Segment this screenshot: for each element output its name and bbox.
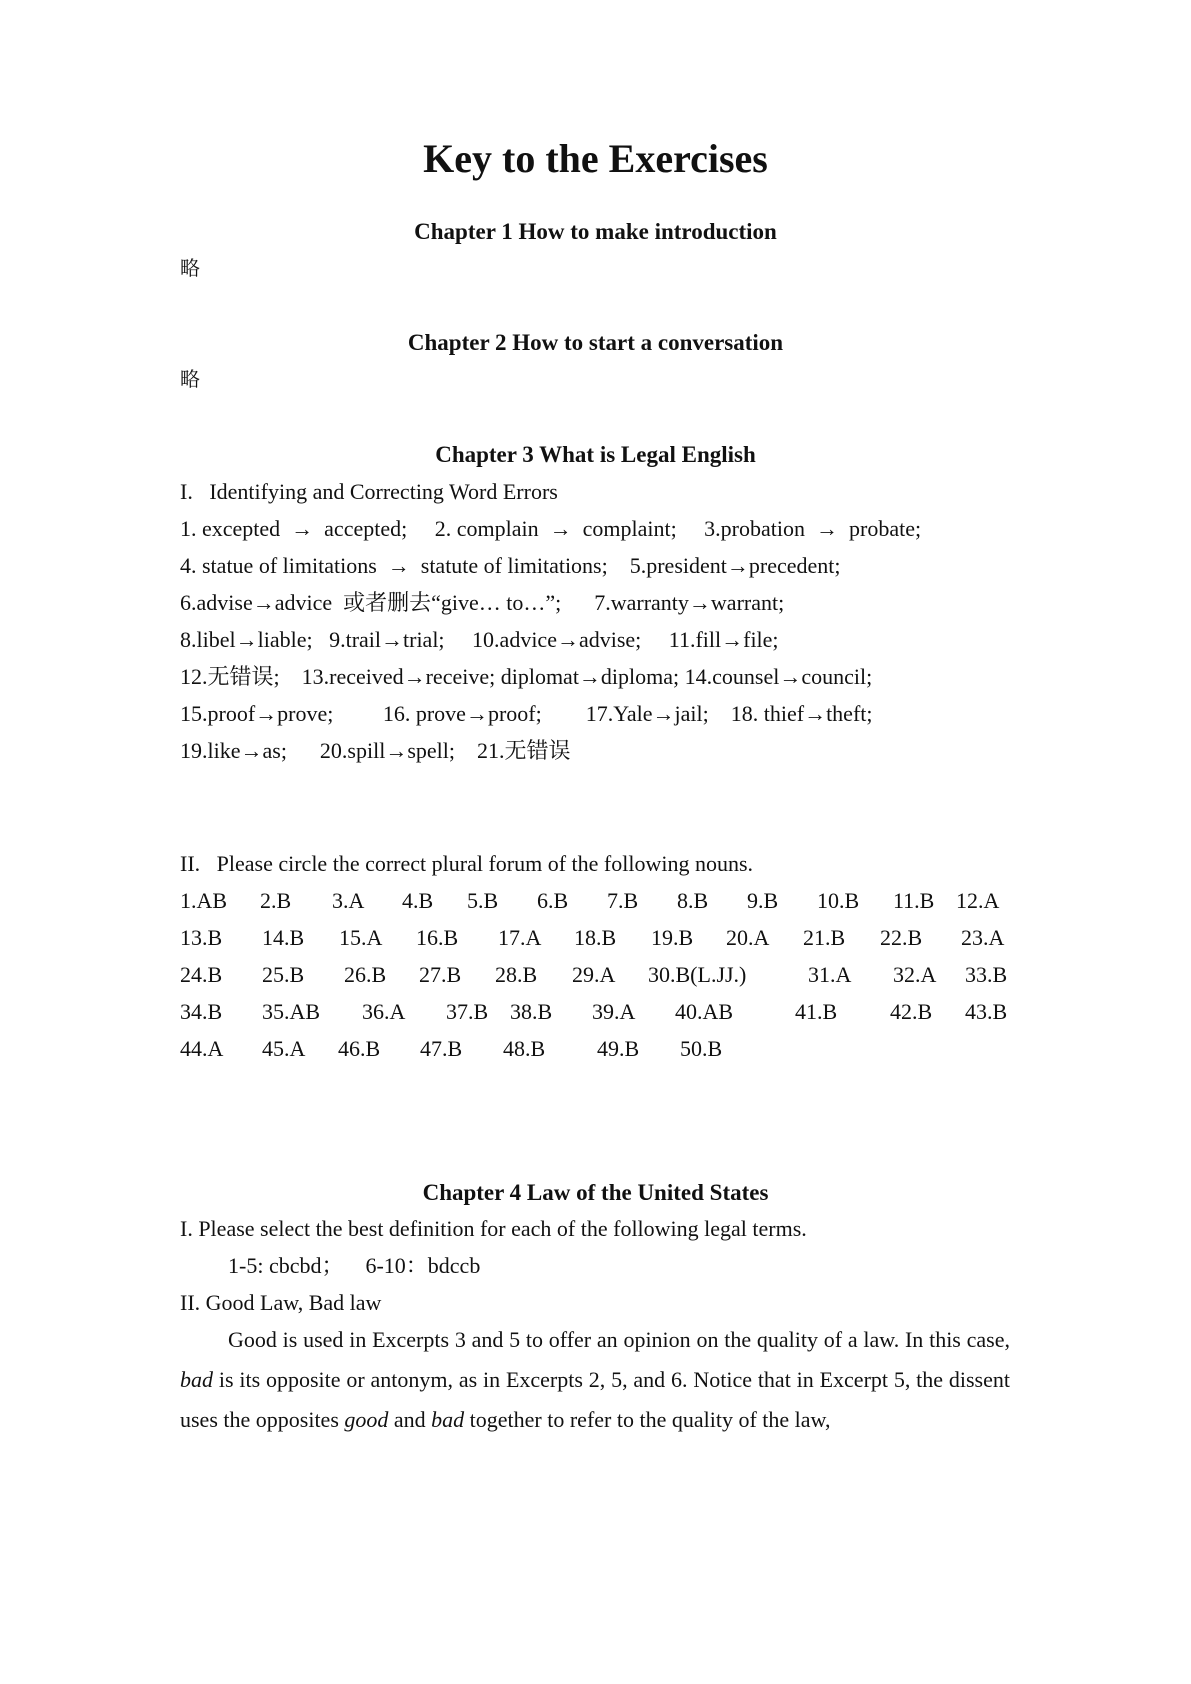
answer-line: 1. excepted → accepted; 2. complain → complaint; 3.probation → probate; bbox=[180, 516, 922, 541]
grid-cell: 19.B bbox=[651, 925, 694, 950]
grid-cell: 37.B bbox=[446, 999, 489, 1024]
chapter-2-heading: Chapter 2 How to start a conversation bbox=[407, 330, 784, 355]
chapter-4-paragraph bbox=[180, 1320, 1010, 1440]
grid-cell: 50.B bbox=[680, 1036, 723, 1061]
answer-line: 19.like→as; 20.spill→spell; 21.无错误 bbox=[180, 738, 571, 763]
chapter-4-section-1-answer: 1-5: cbcbd； 6-10：bdccb bbox=[228, 1253, 481, 1278]
paragraph-emphasis: bad bbox=[180, 1367, 213, 1392]
paragraph-emphasis: good bbox=[344, 1407, 389, 1432]
grid-cell: 49.B bbox=[597, 1036, 640, 1061]
grid-cell: 12.A bbox=[956, 888, 1000, 913]
chapter-1-heading: Chapter 1 How to make introduction bbox=[414, 219, 777, 244]
chapter-2-body: 略 bbox=[180, 367, 200, 391]
grid-cell: 23.A bbox=[961, 925, 1005, 950]
chapter-4-section-2-heading: II. Good Law, Bad law bbox=[180, 1290, 382, 1315]
grid-cell: 17.A bbox=[498, 925, 542, 950]
grid-cell: 8.B bbox=[677, 888, 709, 913]
grid-cell: 46.B bbox=[338, 1036, 381, 1061]
grid-cell: 25.B bbox=[262, 962, 305, 987]
grid-cell: 44.A bbox=[180, 1036, 224, 1061]
grid-cell: 29.A bbox=[572, 962, 616, 987]
page-title: Key to the Exercises bbox=[423, 136, 768, 181]
grid-cell: 40.AB bbox=[675, 999, 734, 1024]
grid-cell: 14.B bbox=[262, 925, 305, 950]
grid-cell: 39.A bbox=[592, 999, 636, 1024]
grid-cell: 47.B bbox=[420, 1036, 463, 1061]
answer-line: 8.libel→liable; 9.trail→trial; 10.advice→advise; 11.fill→file; bbox=[180, 627, 779, 652]
grid-cell: 5.B bbox=[467, 888, 499, 913]
grid-cell: 10.B bbox=[817, 888, 860, 913]
answer-grid-row bbox=[0, 923, 1191, 953]
paragraph-text: and bbox=[388, 1407, 432, 1432]
grid-cell: 21.B bbox=[803, 925, 846, 950]
grid-cell: 2.B bbox=[260, 888, 292, 913]
grid-cell: 45.A bbox=[262, 1036, 306, 1061]
answer-line: 15.proof→prove; 16. prove→proof; 17.Yale→jail; 18. thief→theft; bbox=[180, 701, 873, 726]
grid-cell: 35.AB bbox=[262, 999, 321, 1024]
answer-grid-row bbox=[0, 960, 1191, 990]
grid-cell: 24.B bbox=[180, 962, 223, 987]
grid-cell: 48.B bbox=[503, 1036, 546, 1061]
grid-cell: 7.B bbox=[607, 888, 639, 913]
chapter-4-section-1-heading: I. Please select the best definition for each of the following legal terms. bbox=[180, 1216, 807, 1241]
grid-cell: 6.B bbox=[537, 888, 569, 913]
answer-grid-row bbox=[0, 997, 1191, 1027]
answer-line: 4. statue of limitations → statute of limitations; 5.president→precedent; bbox=[180, 553, 841, 578]
chapter-3-section-2-heading: II. Please circle the correct plural forum of the following nouns. bbox=[180, 851, 754, 876]
answer-grid-row bbox=[0, 1034, 1191, 1064]
chapter-4-heading: Chapter 4 Law of the United States bbox=[422, 1180, 769, 1205]
grid-cell: 36.A bbox=[362, 999, 406, 1024]
grid-cell: 43.B bbox=[965, 999, 1008, 1024]
grid-cell: 42.B bbox=[890, 999, 933, 1024]
grid-cell: 41.B bbox=[795, 999, 838, 1024]
answer-line: 6.advise→advice 或者删去“give… to…”; 7.warranty→warrant; bbox=[180, 590, 785, 615]
grid-cell: 32.A bbox=[893, 962, 937, 987]
chapter-1-body: 略 bbox=[180, 256, 200, 280]
paragraph-text: Good is used in Excerpts 3 and 5 to offer an opinion on the quality of a law. In this case, bbox=[228, 1327, 1010, 1352]
grid-cell: 30.B(L.JJ.) bbox=[648, 962, 747, 987]
grid-cell: 11.B bbox=[893, 888, 935, 913]
grid-cell: 18.B bbox=[574, 925, 617, 950]
chapter-3-section-1-heading: I. Identifying and Correcting Word Errors bbox=[180, 479, 558, 504]
grid-cell: 3.A bbox=[332, 888, 365, 913]
grid-cell: 26.B bbox=[344, 962, 387, 987]
paragraph-emphasis: bad bbox=[431, 1407, 465, 1432]
grid-cell: 1.AB bbox=[180, 888, 228, 913]
grid-cell: 15.A bbox=[339, 925, 383, 950]
grid-cell: 16.B bbox=[416, 925, 459, 950]
grid-cell: 9.B bbox=[747, 888, 779, 913]
answer-grid-row bbox=[0, 886, 1191, 916]
answer-line: 12.无错误; 13.received→receive; diplomat→diploma; 14.counsel→council; bbox=[180, 664, 873, 689]
grid-cell: 28.B bbox=[495, 962, 538, 987]
grid-cell: 20.A bbox=[726, 925, 770, 950]
grid-cell: 31.A bbox=[808, 962, 852, 987]
grid-cell: 34.B bbox=[180, 999, 223, 1024]
grid-cell: 27.B bbox=[419, 962, 462, 987]
chapter-3-heading: Chapter 3 What is Legal English bbox=[435, 442, 756, 467]
grid-cell: 38.B bbox=[510, 999, 553, 1024]
paragraph-text: together to refer to the quality of the law, bbox=[464, 1407, 831, 1432]
grid-cell: 22.B bbox=[880, 925, 923, 950]
grid-cell: 4.B bbox=[402, 888, 434, 913]
grid-cell: 33.B bbox=[965, 962, 1008, 987]
paragraph-text: is its opposite or antonym, as in Excerpts 2, 5, and 6. Notice that in Excerpt 5, the dissent uses the opposites bbox=[180, 1367, 1010, 1432]
grid-cell: 13.B bbox=[180, 925, 223, 950]
